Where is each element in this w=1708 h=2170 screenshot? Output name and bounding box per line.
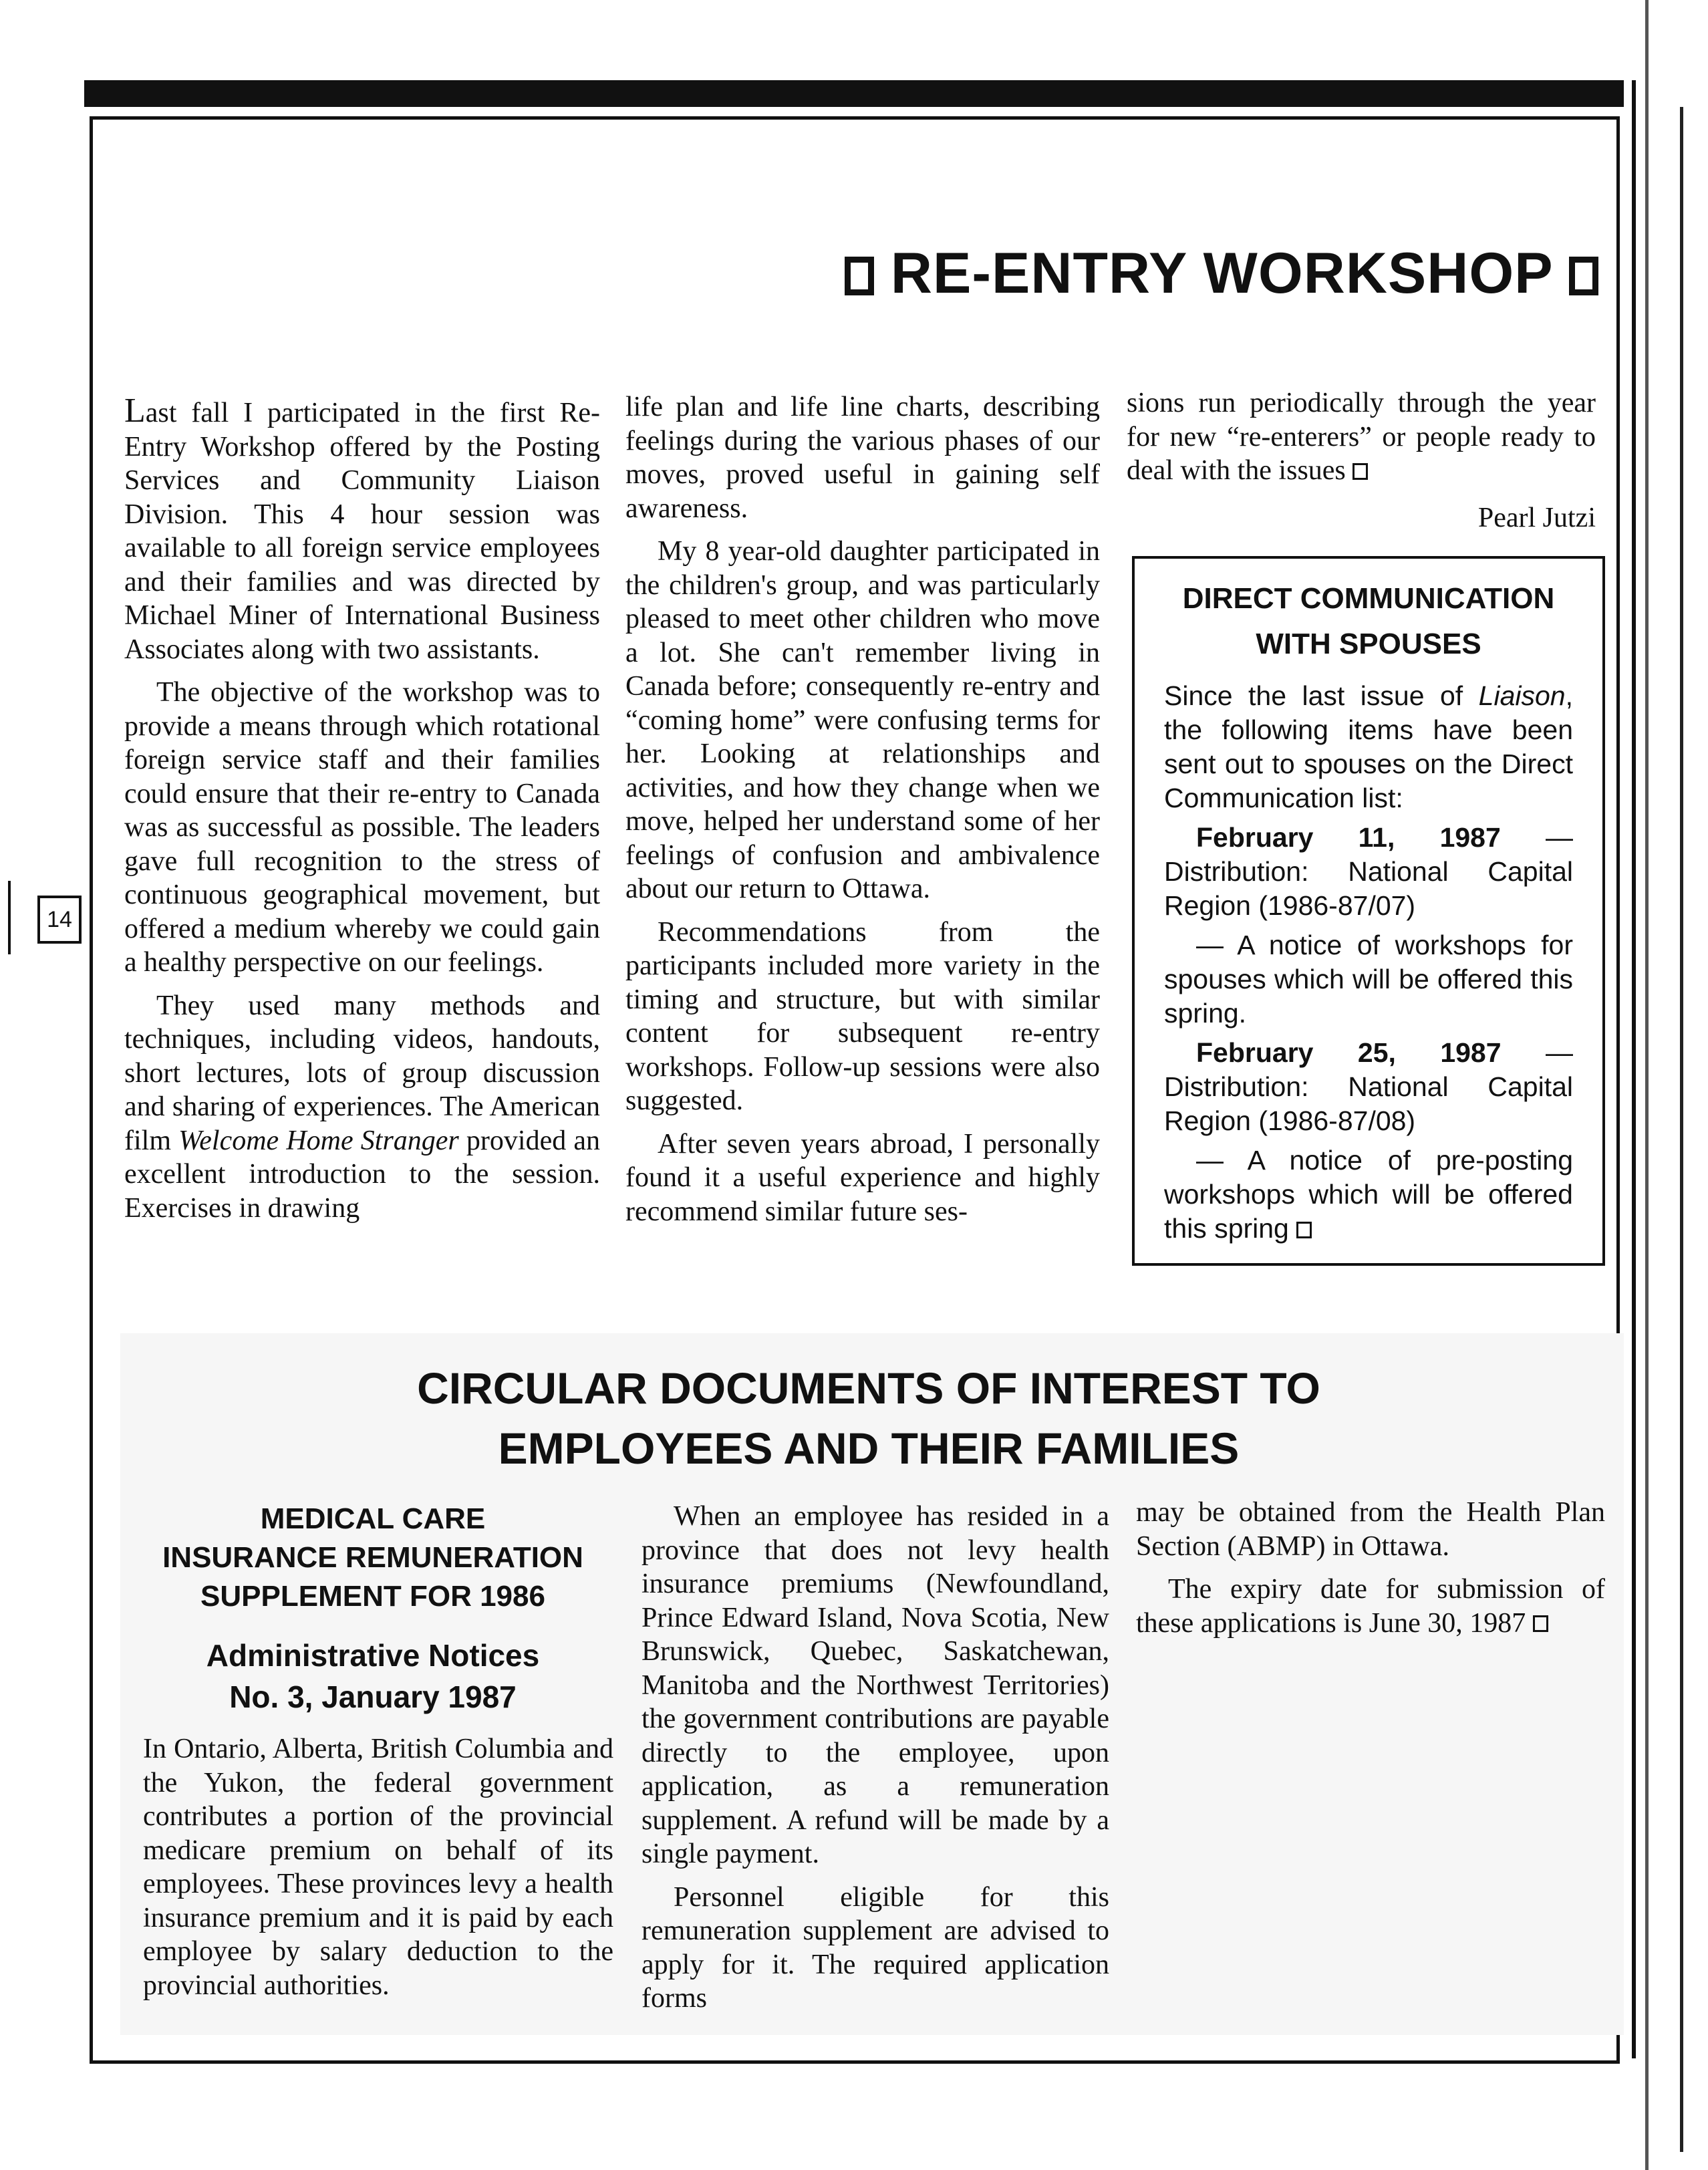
paragraph: My 8 year-old daughter participated in the children's group, and was particularly pleased to meet other children who move a lot. She can't remember living in Canada before; consequently re-entry and “coming home” were confusing terms for her. Looking at relationships and activities, and how they change when we move, helped her understand some of her feelings of confusion and ambivalence about our return to Ottawa. [625,536,1100,904]
direct-communication-box [1132,556,1605,1266]
circular-title-line: EMPLOYEES AND THEIR FAMILIES [498,1423,1240,1473]
article-title-text: RE-ENTRY WORKSHOP [890,241,1553,305]
bullet-square-icon [845,257,874,295]
paragraph: In Ontario, Alberta, British Columbia and the Yukon, the federal government contributes a portion of the provincial medicare premium on behalf of its employees. These provinces levy a health insurance premium and it is paid by each employee by salary deduction to the provincial authorities. [143,1734,613,2001]
circular-column-3 [1136,1496,1605,1649]
circular-column-1 [143,1732,613,2012]
paragraph [1136,1573,1605,1640]
item-date: February 11, 1987 [1196,822,1501,853]
page-number: 14 [37,896,82,944]
box-item-note [1164,1143,1573,1246]
heading-line: SUPPLEMENT FOR 1986 [200,1580,545,1613]
paragraph: life plan and life line charts, describing feelings during the various phases of our moves, proved useful in gaining self awareness. [625,392,1100,524]
end-square-icon [1353,463,1368,480]
paragraph: After seven years abroad, I personally found it a useful experience and highly recommend similar future ses- [625,1128,1100,1227]
signature: Pearl Jutzi [1477,502,1596,533]
heading-line: INSURANCE REMUNERATION [162,1541,583,1574]
circular-column-2 [642,1500,1109,2025]
publication-name: Liaison [1478,680,1566,711]
box-heading-line: DIRECT COMMUNICATION [1182,582,1555,615]
paragraph-text: sions run periodically through the year for new “re-enterers” or people ready to deal with the issues [1127,388,1596,486]
box-item [1164,821,1573,923]
paragraph: Last fall I participated in the first Re-Entry Workshop offered by the Posting Services and Community Liaison Division. This 4 hour session was available to all foreign service employees and their families and was directed by Michael Miner of International Business Associates along with two assistants. [124,392,600,665]
note-text: — A notice of pre-posting workshops which will be offered this spring [1164,1145,1573,1244]
item-text: — Distribution: National Capital Region (1986-87/07) [1164,822,1573,921]
margin-tick [8,881,11,954]
heading-line: No. 3, January 1987 [229,1679,517,1714]
end-square-icon [1296,1222,1312,1238]
paragraph-text: The expiry date for submission of these applications is June 30, 1987 [1136,1574,1605,1639]
circular-title-line: CIRCULAR DOCUMENTS OF INTEREST TO [417,1363,1320,1413]
bullet-square-icon [1569,257,1598,295]
medical-care-heading [124,1500,621,1616]
box-intro [1164,679,1573,815]
fold-line [1645,0,1649,2170]
intro-text: , the following items have been sent out to spouses on the Direct Communication list: [1164,680,1573,813]
article-column-1 [124,394,600,1234]
item-text: — Distribution: National Capital Region (1986-87/08) [1164,1037,1573,1136]
item-date: February 25, 1987 [1196,1037,1502,1068]
top-rule [84,80,1624,107]
paragraph: They used many methods and techniques, including videos, handouts, short lectures, lots of group discussion and sharing of experiences. The American film Welcome Home Stranger provided an excellent introduction to the session. Exercises in drawing [124,990,600,1224]
film-title: Welcome Home Stranger [178,1125,459,1156]
administrative-notices-heading [124,1635,621,1718]
box-heading [1164,576,1573,667]
circular-title [200,1358,1537,1478]
paragraph: Personnel eligible for this remuneration supplement are advised to apply for it. The required application forms [642,1881,1109,2014]
article-title [845,241,1598,307]
paragraph: When an employee has resided in a province that does not levy health insurance premiums (Newfoundland, Prince Edward Island, Nova Scotia, New Brunswick, Quebec, Saskatchewan, Manitoba and the Northwest Territories) the government contributions are payable directly to the employee, upon application, as a remuneration supplement. A refund will be made by a single payment. [642,1501,1109,1869]
box-item [1164,1036,1573,1138]
paragraph [1127,386,1596,488]
paragraph: The objective of the workshop was to provide a means through which rotational foreign service staff and their families could ensure that their re-entry to Canada was as successful as possible. The leaders gave full recognition to the stress of continuous geographical movement, but offered a medium whereby we could gain a healthy perspective on our feelings. [124,677,600,978]
article-column-3 [1127,386,1596,544]
heading-line: Administrative Notices [206,1638,540,1673]
right-rule [1632,80,1636,2058]
box-heading-line: WITH SPOUSES [1256,628,1481,660]
paragraph: Recommendations from the participants included more variety in the timing and structure, but with similar content for subsequent re-entry workshops. Follow-up sessions were also suggested. [625,916,1100,1116]
paragraph: may be obtained from the Health Plan Section (ABMP) in Ottawa. [1136,1497,1605,1562]
heading-line: MEDICAL CARE [260,1502,486,1535]
box-item-note: — A notice of workshops for spouses which will be offered this spring. [1164,930,1573,1029]
page-edge [1680,107,1683,2152]
initial-letter: L [124,392,146,430]
intro-text: Since the last issue of [1164,680,1479,711]
end-square-icon [1533,1615,1548,1632]
article-column-2 [625,390,1100,1238]
